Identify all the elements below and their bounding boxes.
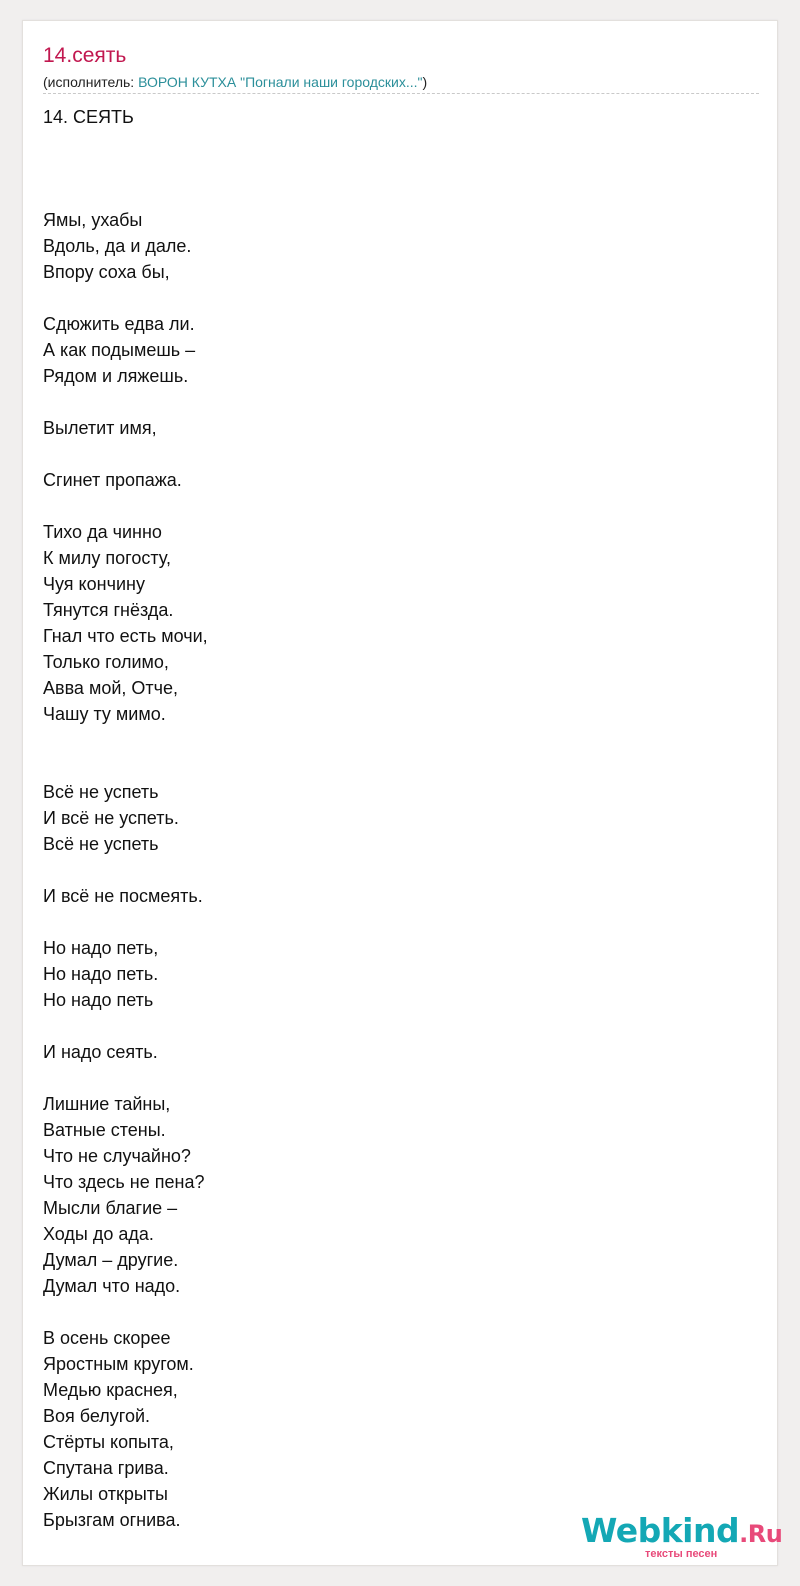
lyric-line: Впору соха бы, [43,262,170,282]
performer-link[interactable]: ВОРОН КУТХА "Погнали наши городских..." [138,74,423,90]
lyric-line: Но надо петь, [43,938,159,958]
lyric-line: Всё не успеть [43,782,159,802]
lyric-line: Но надо петь. [43,964,159,984]
lyric-line: Думал – другие. [43,1250,179,1270]
lyric-line: Что здесь не пена? [43,1172,205,1192]
lyric-line [43,1299,743,1325]
lyrics-body [43,207,743,1533]
lyric-line: В осень скорее [43,1328,171,1348]
lyric-line: Ходы до ада. [43,1224,154,1244]
lyric-line: Гнал что есть мочи, [43,626,208,646]
lyric-line [43,389,743,415]
lyric-line: Ватные стены. [43,1120,166,1140]
lyric-line: Сгинет пропажа. [43,470,182,490]
lyric-line: Стёрты копыта, [43,1432,174,1452]
lyric-line [43,909,743,935]
lyric-line [43,1065,743,1091]
lyric-line: Чуя кончину [43,574,145,594]
lyric-line: Спутана грива. [43,1458,169,1478]
song-title: 14.сеять [43,44,127,67]
webkind-logo[interactable] [581,1511,783,1560]
lyric-line: Только голимо, [43,652,169,672]
lyric-line: Сдюжить едва ли. [43,314,195,334]
lyric-line [43,727,743,753]
lyric-line: Лишние тайны, [43,1094,171,1114]
lyric-line: Вылетит имя, [43,418,157,438]
lyric-line: Думал что надо. [43,1276,181,1296]
lyric-line: Медью краснея, [43,1380,178,1400]
performer-line [43,73,427,91]
lyric-line: К милу погосту, [43,548,172,568]
lyric-line: Всё не успеть [43,834,159,854]
lyric-line [43,857,743,883]
lyric-line: Брызгам огнива. [43,1510,181,1530]
lyric-line: Жилы открыты [43,1484,168,1504]
lyric-line: А как подымешь – [43,340,196,360]
lyric-line [43,493,743,519]
logo-tld: .Ru [739,1520,783,1548]
lyric-line: Тянутся гнёзда. [43,600,174,620]
lyric-line [43,753,743,779]
lyrics-heading: 14. СЕЯТЬ [43,107,134,127]
lyric-line: Авва мой, Отче, [43,678,179,698]
lyric-line: И надо сеять. [43,1042,158,1062]
lyric-line: И всё не посмеять. [43,886,203,906]
lyric-line: Мысли благие – [43,1198,178,1218]
lyrics-card [22,20,783,1566]
lyric-line [43,1013,743,1039]
lyric-line: Тихо да чинно [43,522,162,542]
lyric-line [43,441,743,467]
lyric-line [43,285,743,311]
lyric-line: И всё не успеть. [43,808,179,828]
lyric-line: Вдоль, да и дале. [43,236,192,256]
lyric-line: Рядом и ляжешь. [43,366,189,386]
logo-tagline: тексты песен [645,1548,718,1560]
performer-suffix: ) [422,74,428,90]
lyric-line: Что не случайно? [43,1146,191,1166]
logo-brand: Webkind [581,1511,740,1550]
lyric-line: Ямы, ухабы [43,210,143,230]
lyric-line: Яростным кругом. [43,1354,194,1374]
lyric-line: Воя белугой. [43,1406,151,1426]
divider [43,93,759,94]
performer-prefix: (исполнитель: [43,74,139,90]
lyric-line: Но надо петь [43,990,154,1010]
lyric-line: Чашу ту мимо. [43,704,166,724]
